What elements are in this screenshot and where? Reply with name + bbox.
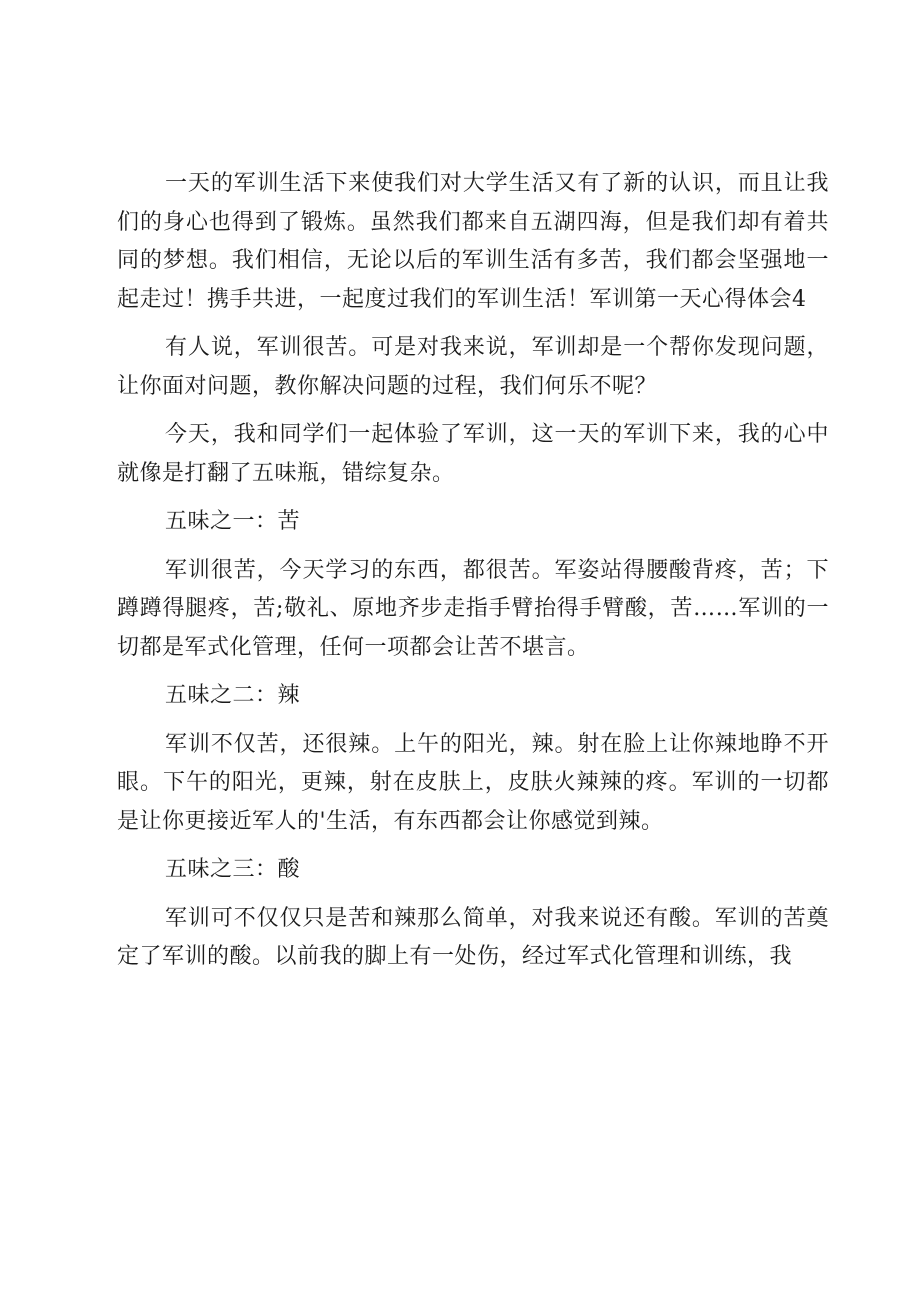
section-heading: 五味之三：酸: [165, 857, 301, 882]
paragraph: 一天的军训生活下来使我们对大学生活又有了新的认识，而且让我们的身心也得到了锻炼。虽然我们都来自五湖四海，但是我们却有着共同的梦想。我们相信，无论以后的军训生活有多苦，我们都会坚强地一起走过！携手共进，一起度过我们的军训生活！军训第一天心得体会4: [117, 171, 829, 312]
section-heading: 五味之二：辣: [165, 683, 301, 708]
paragraph: 军训很苦，今天学习的东西，都很苦。军姿站得腰酸背疼，苦；下蹲蹲得腿疼，苦;敬礼、原地齐步走指手臂抬得手臂酸，苦……军训的一切都是军式化管理，任何一项都会让苦不堪言。: [117, 557, 829, 660]
paragraph: 军训不仅苦，还很辣。上午的阳光，辣。射在脸上让你辣地睁不开眼。下午的阳光，更辣，射在皮肤上，皮肤火辣辣的疼。军训的一切都是让你更接近军人的'生活，有东西都会让你感觉到辣。: [117, 731, 829, 834]
paragraph: 军训可不仅仅只是苦和辣那么简单，对我来说还有酸。军训的苦奠定了军训的酸。以前我的脚上有一处伤，经过军式化管理和训练，我: [117, 905, 829, 969]
section-heading: 五味之一：苦: [165, 509, 301, 534]
paragraph: 今天，我和同学们一起体验了军训，这一天的军训下来，我的心中就像是打翻了五味瓶，错综复杂。: [117, 422, 829, 486]
document-body: [117, 165, 829, 987]
paragraph: 有人说，军训很苦。可是对我来说，军训却是一个帮你发现问题，让你面对问题，教你解决问题的过程，我们何乐不呢？: [117, 335, 829, 399]
